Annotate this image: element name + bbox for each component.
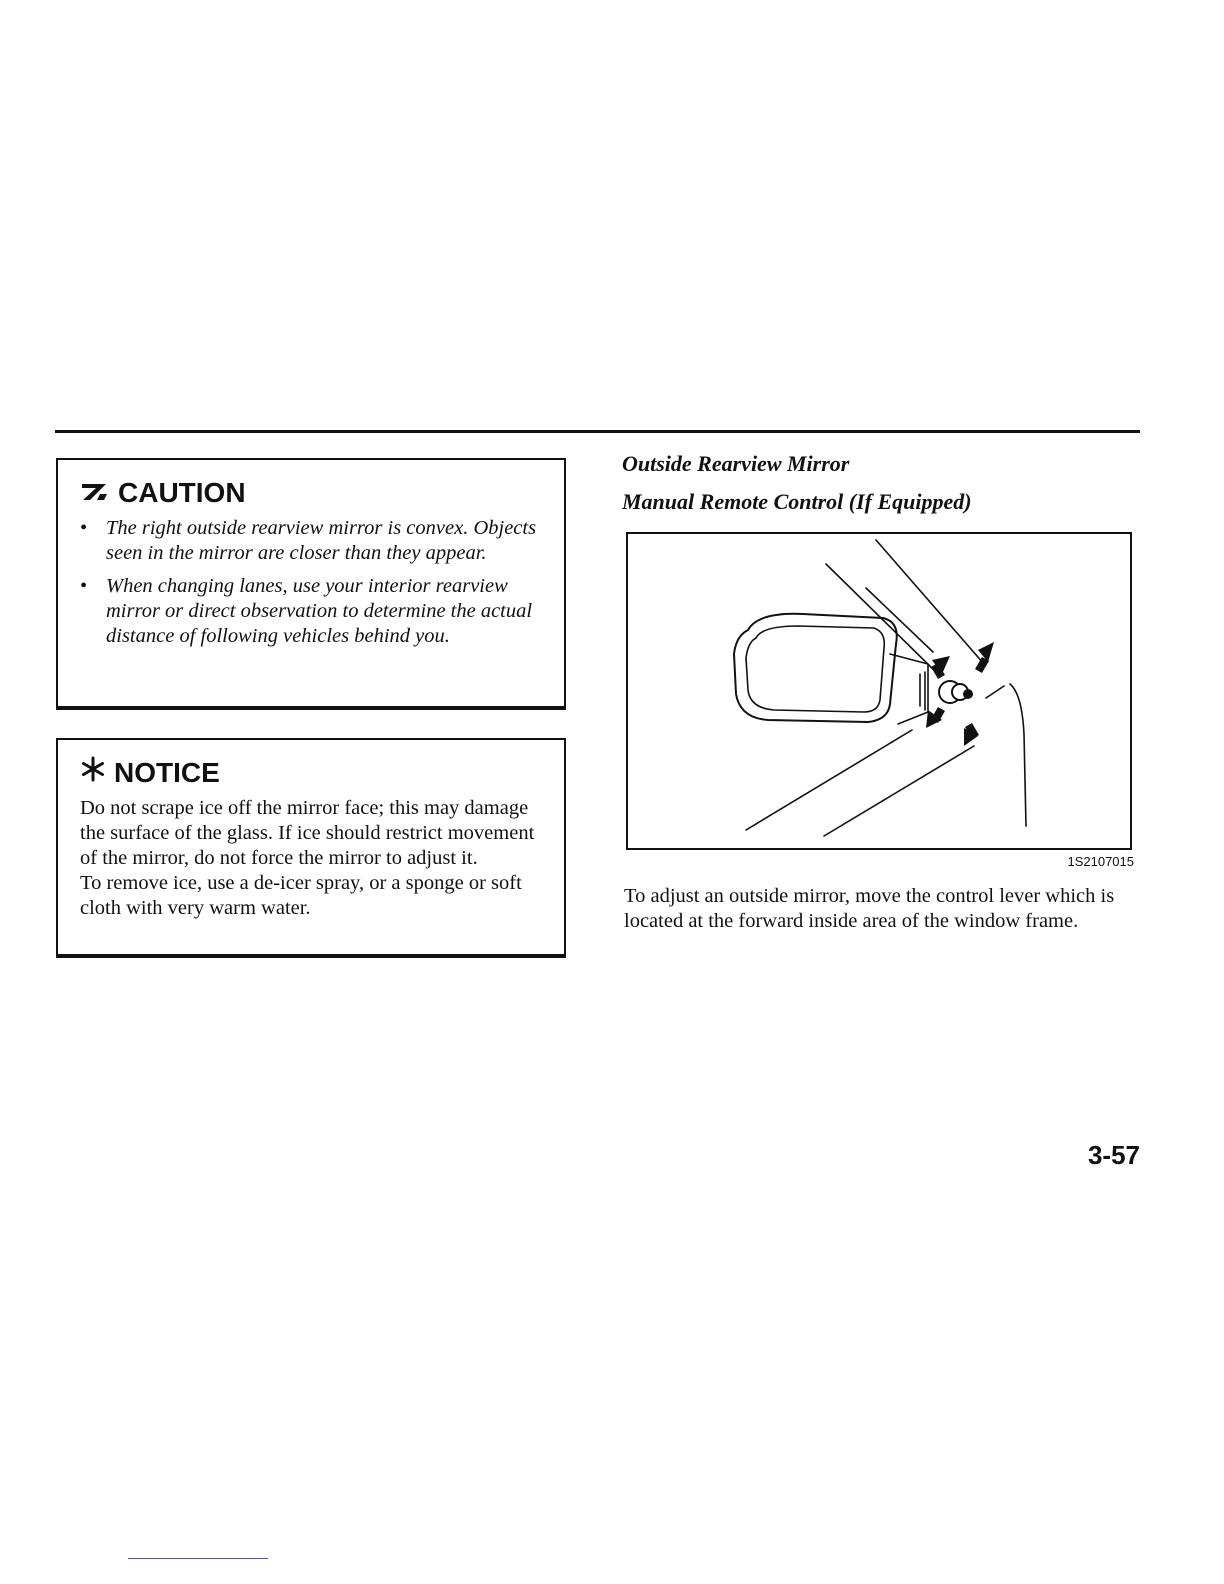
right-column <box>622 450 1142 526</box>
control-knob <box>939 681 973 703</box>
caution-box <box>56 458 566 708</box>
caution-title: CAUTION <box>118 477 246 508</box>
page-number: 3-57 <box>1087 1140 1140 1170</box>
notice-title: NOTICE <box>114 757 220 788</box>
notice-paragraph: To remove ice, use a de-icer spray, or a sponge or soft cloth with very warm water. <box>80 872 522 919</box>
mirror-illustration <box>626 532 1132 850</box>
caution-bullet: • When changing lanes, use your interior rearview mirror or direct observation to determine the actual distance of following vehicles behind you. <box>80 574 544 649</box>
caution-heading <box>80 476 544 510</box>
caution-list <box>80 516 544 649</box>
body-paragraph: To adjust an outside mirror, move the control lever which is located at the forward inside area of the window frame. <box>624 885 1115 932</box>
asterisk-icon <box>80 756 106 790</box>
top-rule <box>55 430 1140 433</box>
notice-box <box>56 738 566 956</box>
caution-slash-icon <box>80 476 110 510</box>
mirror-drawing <box>628 534 1130 848</box>
notice-text <box>80 796 544 921</box>
notice-bottom-bar <box>56 955 566 958</box>
notice-paragraph: Do not scrape ice off the mirror face; this may damage the surface of the glass. If ice should restrict movement of the mirror, do not force the mirror to adjust it. <box>80 797 535 869</box>
section-subtitle: Manual Remote Control (If Equipped) <box>622 489 972 514</box>
section-title: Outside Rearview Mirror <box>622 451 850 476</box>
footer-rule <box>128 1558 268 1559</box>
figure-code: 1S2107015 <box>1067 854 1134 869</box>
notice-heading <box>80 756 544 790</box>
caution-bottom-bar <box>56 707 566 710</box>
caution-bullet: • The right outside rearview mirror is convex. Objects seen in the mirror are closer than they appear. <box>80 516 544 566</box>
